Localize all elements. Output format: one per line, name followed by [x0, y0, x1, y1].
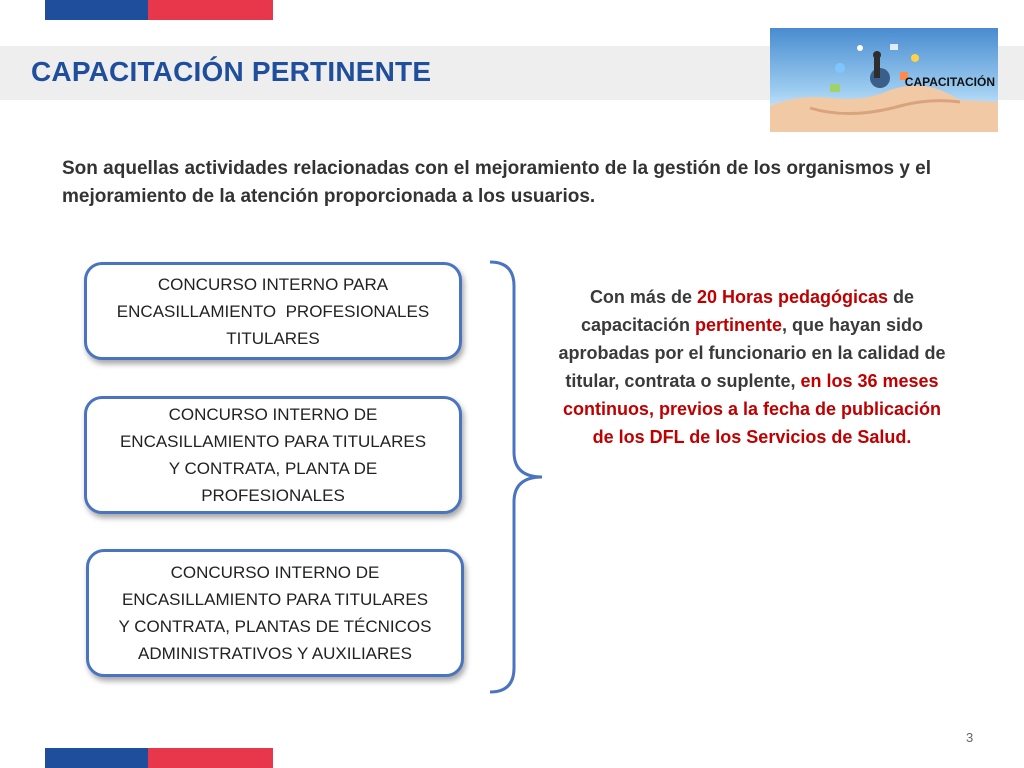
- flag-blue-segment: [45, 748, 148, 768]
- concurso-box-1: [84, 262, 462, 360]
- requirement-text-part: , que hayan sido aprobadas por el funcionario en la calidad de titular, contrata o suplente,: [558, 315, 946, 391]
- concurso-box-2: [84, 396, 462, 514]
- capacitacion-image-label: CAPACITACIÓN: [904, 75, 995, 89]
- flag-red-segment: [148, 0, 273, 20]
- box-line: Y CONTRATA, PLANTAS DE TÉCNICOS: [118, 617, 432, 636]
- capacitacion-image: [770, 28, 998, 132]
- box-line: PROFESIONALES: [201, 486, 345, 505]
- box-line: Y CONTRATA, PLANTA DE: [168, 459, 378, 478]
- box-line: CONCURSO INTERNO PARA: [157, 274, 389, 294]
- page-number: 3: [966, 730, 974, 745]
- concurso-box-3: [86, 549, 464, 677]
- requirement-period-highlight: en los 36 meses continuos, previos a la fecha de publicación de los DFL de los Servicios de Salud.: [562, 371, 942, 447]
- requirement-pertinente-highlight: pertinente: [695, 315, 783, 335]
- concurso-box-3-text: [119, 559, 432, 667]
- right-bracket: [486, 256, 546, 698]
- box-line: ENCASILLAMIENTO PROFESIONALES: [116, 301, 430, 321]
- flag-blue-segment: [45, 0, 148, 20]
- requirement-hours-highlight: 20 Horas pedagógicas: [696, 287, 889, 307]
- slide-title: CAPACITACIÓN PERTINENTE: [31, 56, 432, 87]
- box-line: ENCASILLAMIENTO PARA TITULARES: [121, 590, 429, 609]
- flag-stripe-bottom: [45, 748, 273, 768]
- box-line: ADMINISTRATIVOS Y AUXILIARES: [138, 644, 412, 663]
- box-line: ENCASILLAMIENTO PARA TITULARES: [119, 432, 427, 451]
- box-line: CONCURSO INTERNO DE: [168, 405, 378, 424]
- intro-paragraph: Son aquellas actividades relacionadas con el mejoramiento de la gestión de los organismos y el mejoramiento de la atención proporcionada a los usuarios.: [62, 158, 932, 207]
- box-line: TITULARES: [226, 328, 320, 348]
- requirement-text-part: Con más de: [589, 287, 697, 307]
- flag-stripe-top: [45, 0, 273, 20]
- box-line: CONCURSO INTERNO DE: [170, 563, 380, 582]
- flag-red-segment: [148, 748, 273, 768]
- requirement-text-part: de capacitación: [580, 287, 915, 335]
- concurso-box-2-text: [120, 401, 426, 509]
- requirement-text: [556, 283, 948, 451]
- concurso-box-1-text: [117, 271, 429, 352]
